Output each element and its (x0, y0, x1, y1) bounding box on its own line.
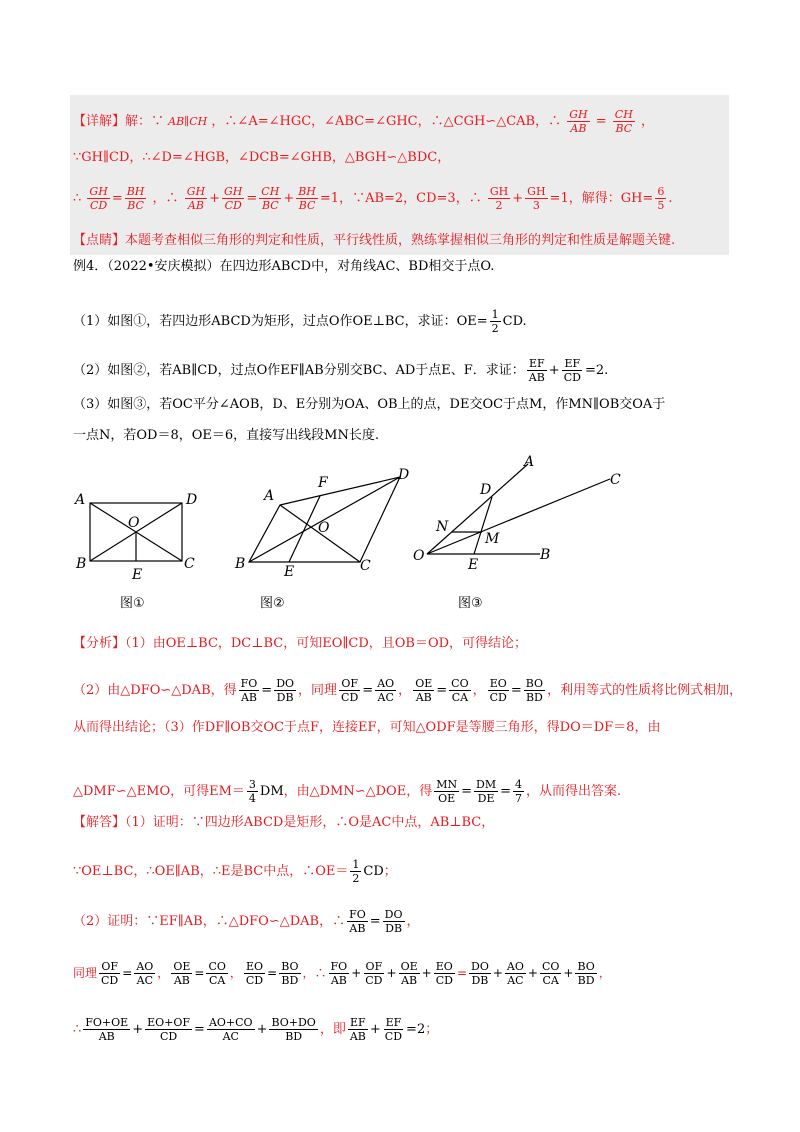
text: ， (640, 114, 654, 129)
detail-line-2: ∵GH∥CD，∴∠D=∠HGB，∠DCB=∠GHB，△BGH∽△BDC， (73, 150, 451, 165)
example-part-1: （1）如图①，若四边形ABCD为矩形，过点O作OE⊥BC，求证：OE= $\frac{1}{2}$ CD. (73, 308, 527, 335)
fraction: $\frac{OE}{AB}$ (173, 960, 191, 987)
example-part-2: （2）如图②，若AB∥CD，过点O作EF∥AB分别交BC、AD于点E、F．求证： $\frac{EF}{AB}$ + $\frac{EF}{CD}$ =2. (73, 357, 609, 384)
point-label: B (235, 556, 246, 572)
solution-line-2: ∵OE⊥BC，∴OE∥AB，∴E是BC中点，∴OE＝ $\frac{1}{2}$ CD； (73, 858, 397, 885)
point-label: O (318, 520, 330, 536)
fraction: $\frac{DO}{DB}$ (471, 960, 489, 987)
point-label: D (398, 467, 410, 483)
detail-line-1 (73, 108, 654, 135)
fraction: $\frac{FO}{AB}$ (330, 960, 348, 987)
fraction: $\frac{DM}{DE}$ (476, 778, 497, 805)
solution-line-5: ∴ $\frac{FO+OE}{AB}$ + $\frac{EO+OF}{CD}$ = $\frac{AO+CO}{AC}$ + $\frac{BO+DO}{BD}$ ，即 $\frac{EF}{AB}$ + $\frac{EF}{CD}$ =2； (73, 1016, 439, 1043)
fraction: $\frac{AO}{AC}$ (136, 960, 154, 987)
fraction: $\frac{AO}{AC}$ (377, 677, 395, 704)
detail-line-3: ∴ $\frac{GH}{CD}$ = $\frac{BH}{BC}$ ，∴ $\frac{GH}{AB}$ + $\frac{GH}{CD}$ = $\frac{CH}{BC}$ + $\frac{BH}{BC}$ =1，∵AB=2，CD=3，∴ $\frac{GH}{2}$ + $\frac{GH}{3}$ =1，解得：GH= $\frac{6}{5}$ . (73, 185, 673, 212)
fraction: $\frac{OF}{CD}$ (341, 677, 359, 704)
fraction: $\frac{CH}{BC}$ (614, 108, 633, 135)
solution-line-1: 【解答】（1）证明：∵四边形ABCD是矩形，∴O是AC中点，AB⊥BC， (73, 815, 495, 830)
fraction: $\frac{EO}{CD}$ (245, 960, 264, 987)
fraction: $\frac{DO}{DB}$ (276, 677, 295, 704)
fraction: $\frac{EF}{AB}$ (349, 1016, 366, 1043)
fraction: $\frac{BH}{BC}$ (126, 185, 145, 212)
fraction: $\frac{OE}{AB}$ (415, 677, 433, 704)
point-label: E (284, 564, 295, 580)
fraction: $\frac{GH}{CD}$ (89, 185, 108, 212)
point-label: A (524, 454, 535, 470)
fraction: $\frac{BO+DO}{BD}$ (271, 1016, 316, 1043)
point-label: N (436, 519, 449, 535)
figure-2-trapezoid (232, 465, 412, 585)
fraction: $\frac{CO}{CA}$ (541, 960, 560, 987)
fraction: $\frac{FO+OE}{AB}$ (85, 1016, 129, 1043)
fraction: $\frac{OF}{CD}$ (365, 960, 383, 987)
point-label: O (128, 515, 140, 531)
figure-3-caption: 图③ (458, 596, 483, 611)
analysis-line-4: △DMF∽△EMO，可得EM＝ $\frac{3}{4}$ DM，由△DMN∽△DOE，得 $\frac{MN}{OE}$ = $\frac{DM}{DE}$ = $\frac{4}{7}$ ，从而得出答案. (73, 778, 622, 805)
fraction: $\frac{AO}{AC}$ (506, 960, 524, 987)
fraction: $\frac{BO}{BD}$ (281, 960, 299, 987)
fraction: $\frac{EF}{CD}$ (384, 1016, 403, 1043)
solution-line-3: （2）证明：∵EF∥AB，∴△DFO∽△DAB，∴ $\frac{FO}{AB}$ = $\frac{DO}{DB}$ ， (73, 908, 420, 935)
text: AB∥CH (168, 115, 208, 128)
figure-1-rectangle (70, 478, 210, 588)
point-label: D (480, 482, 492, 498)
point-label: C (184, 556, 195, 572)
fraction: $\frac{CO}{CA}$ (451, 677, 469, 704)
fraction: $\frac{OE}{AB}$ (400, 960, 418, 987)
point-label: A (264, 488, 275, 504)
fraction: $\frac{GH}{2}$ (489, 185, 509, 212)
fraction: $\frac{DO}{DB}$ (384, 908, 403, 935)
analysis-line-2: （2）由△DFO∽△DAB，得 $\frac{FO}{AB}$ = $\frac{DO}{DB}$ ，同理 $\frac{OF}{CD}$ = $\frac{AO}{AC}$ ， $\frac{OE}{AB}$ = $\frac{CO}{CA}$ ， $\frac{EO}{CD}$ = $\frac{BO}{BD}$ ，利用等式的性质将比例式相加， (73, 677, 743, 704)
tip-line: 【点睛】本题考查相似三角形的判定和性质，平行线性质，熟练掌握相似三角形的判定和性质是解题关键. (73, 233, 676, 248)
figure-3-angle (410, 452, 630, 582)
fraction: $\frac{FO}{AB}$ (240, 677, 258, 704)
solution-line-4: 同理 $\frac{OF}{CD}$ = $\frac{AO}{AC}$ ， $\frac{OE}{AB}$ = $\frac{CO}{CA}$ ， $\frac{EO}{CD}$ = $\frac{BO}{BD}$ ，∴ $\frac{FO}{AB}$ + $\frac{OF}{CD}$ + $\frac{OE}{AB}$ + $\frac{EO}{CD}$ = $\frac{DO}{DB}$ + $\frac{AO}{AC}$ + $\frac{CO}{CA}$ + $\frac{BO}{BD}$ ， (73, 960, 611, 987)
fraction: $\frac{GH}{AB}$ (186, 185, 206, 212)
fraction: $\frac{FO}{AB}$ (349, 908, 366, 935)
fraction: $\frac{GH}{3}$ (527, 185, 546, 212)
fraction: $\frac{AO+CO}{AC}$ (208, 1016, 253, 1043)
fraction: $\frac{1}{2}$ (352, 858, 360, 885)
point-label: M (485, 531, 500, 547)
fraction: $\frac{CH}{BC}$ (261, 185, 280, 212)
fraction: $\frac{BH}{BC}$ (298, 185, 316, 212)
fraction: $\frac{EF}{AB}$ (528, 357, 545, 384)
fraction: $\frac{EF}{CD}$ (563, 357, 581, 384)
point-label: B (76, 556, 87, 572)
point-label: C (360, 558, 371, 574)
analysis-line-1: 【分析】（1）由OE⊥BC，DC⊥BC，可知EO∥CD，且OB＝OD，可得结论； (73, 636, 528, 651)
point-label: B (540, 547, 551, 563)
example-part-3b: 一点N，若OD＝8，OE＝6，直接写出线段MN长度. (73, 428, 379, 443)
fraction: $\frac{EO}{CD}$ (489, 677, 507, 704)
point-label: A (75, 492, 86, 508)
point-label: E (468, 557, 479, 573)
analysis-line-3: 从而得出结论；（3）作DF∥OB交OC于点F，连接EF，可知△ODF是等腰三角形，得DO＝DF＝8，由 (73, 720, 661, 735)
fraction: $\frac{GH}{CD}$ (224, 185, 243, 212)
text: = (595, 114, 607, 129)
fraction: $\frac{OF}{CD}$ (101, 960, 119, 987)
point-label: E (132, 567, 143, 583)
point-label: O (413, 548, 425, 564)
fraction: $\frac{3}{4}$ (248, 778, 256, 805)
fraction: $\frac{EO+OF}{CD}$ (147, 1016, 191, 1043)
text: 【详解】解：∵ (73, 114, 165, 129)
text: ，∴∠A=∠HGC，∠ABC=∠GHC，∴△CGH∽△CAB，∴ (211, 114, 562, 129)
point-label: C (610, 472, 621, 488)
fraction: $\frac{BO}{BD}$ (525, 677, 544, 704)
fraction: $\frac{BO}{BD}$ (577, 960, 595, 987)
figure-2-caption: 图② (260, 596, 285, 611)
example-part-3a: （3）如图③，若OC平分∠AOB，D、E分别为OA、OB上的点，DE交OC于点M，作MN∥OB交OA于 (73, 397, 666, 412)
fraction: $\frac{CO}{CA}$ (208, 960, 226, 987)
fraction: $\frac{4}{7}$ (515, 778, 523, 805)
fraction: $\frac{6}{5}$ (657, 185, 665, 212)
figure-1-caption: 图① (120, 596, 145, 611)
point-label: D (186, 492, 198, 508)
example-title: 例4．（2022•安庆模拟）在四边形ABCD中，对角线AC、BD相交于点O. (73, 259, 495, 274)
fraction: $\frac{1}{2}$ (491, 308, 499, 335)
fraction: $\frac{EO}{CD}$ (435, 960, 453, 987)
fraction: $\frac{MN}{OE}$ (436, 778, 458, 805)
point-label: F (318, 475, 328, 491)
fraction: $\frac{GH}{AB}$ (569, 108, 588, 135)
